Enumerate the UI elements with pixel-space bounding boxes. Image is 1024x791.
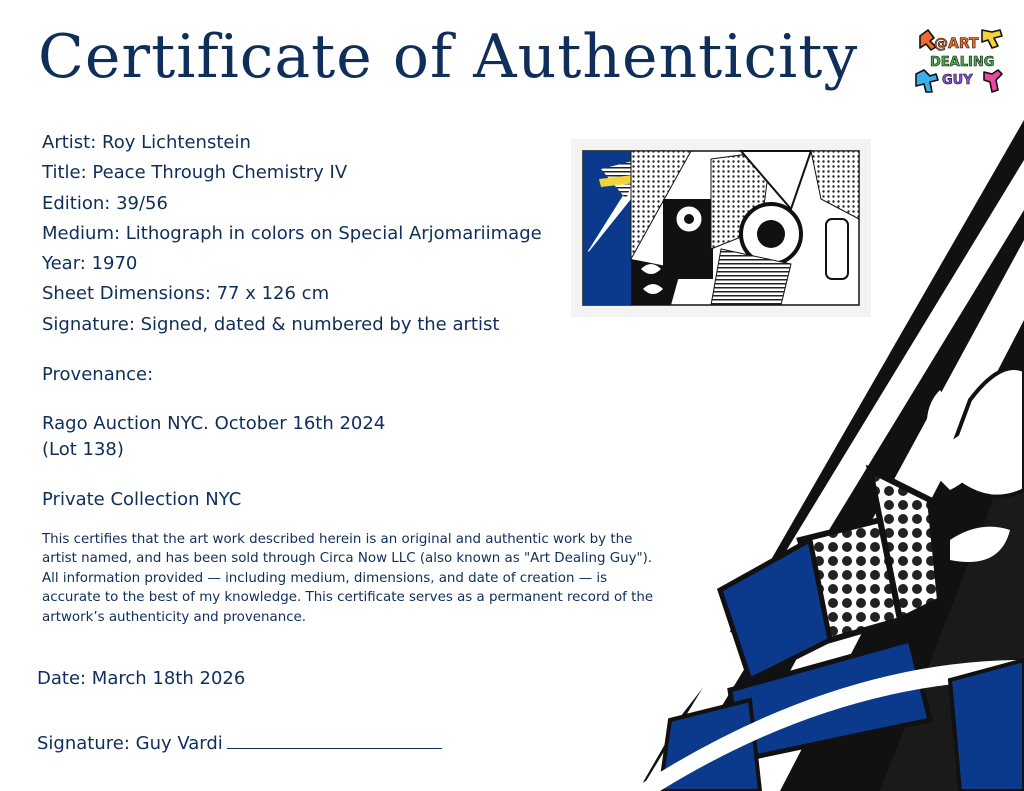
svg-text:DEALING: DEALING — [930, 55, 995, 70]
detail-year: Year: 1970 — [42, 253, 138, 275]
svg-text:GUY: GUY — [942, 73, 973, 88]
certificate-title: Certificate of Authenticity — [38, 22, 859, 92]
svg-text:@ART: @ART — [934, 36, 979, 52]
provenance-entry-1-lot: (Lot 138) — [42, 439, 124, 460]
detail-title: Title: Peace Through Chemistry IV — [42, 162, 348, 184]
provenance-heading: Provenance: — [42, 364, 154, 385]
art-dealing-guy-logo — [912, 26, 1006, 98]
artwork-detail-background — [630, 120, 1024, 791]
detail-medium: Medium: Lithograph in colors on Special Arjomariimage — [42, 222, 542, 244]
artwork-details — [42, 128, 542, 340]
detail-edition: Edition: 39/56 — [42, 192, 168, 214]
detail-artist: Artist: Roy Lichtenstein — [42, 132, 251, 153]
certification-statement: This certifies that the art work described herein is an original and authentic work by the artist named, and has been sold through Circa Now LLC (also known as "Art Dealing Guy"). All information provided — including medium, dimensions, and date of creation — is accurate to the best of my knowledge. This certificate serves as a permanent record of the artwork’s authenticity and provenance. — [42, 532, 654, 625]
provenance-entry-2: Private Collection NYC — [42, 489, 242, 510]
certificate-date: Date: March 18th 2026 — [37, 668, 246, 689]
signature-label: Signature: Guy Vardi — [37, 733, 223, 754]
signature-line — [227, 732, 442, 749]
detail-signature: Signature: Signed, dated & numbered by the artist — [42, 313, 500, 335]
detail-dimensions: Sheet Dimensions: 77 x 126 cm — [42, 283, 330, 305]
provenance-entry-1: Rago Auction NYC. October 16th 2024 — [42, 413, 386, 434]
signature-row — [37, 731, 442, 757]
